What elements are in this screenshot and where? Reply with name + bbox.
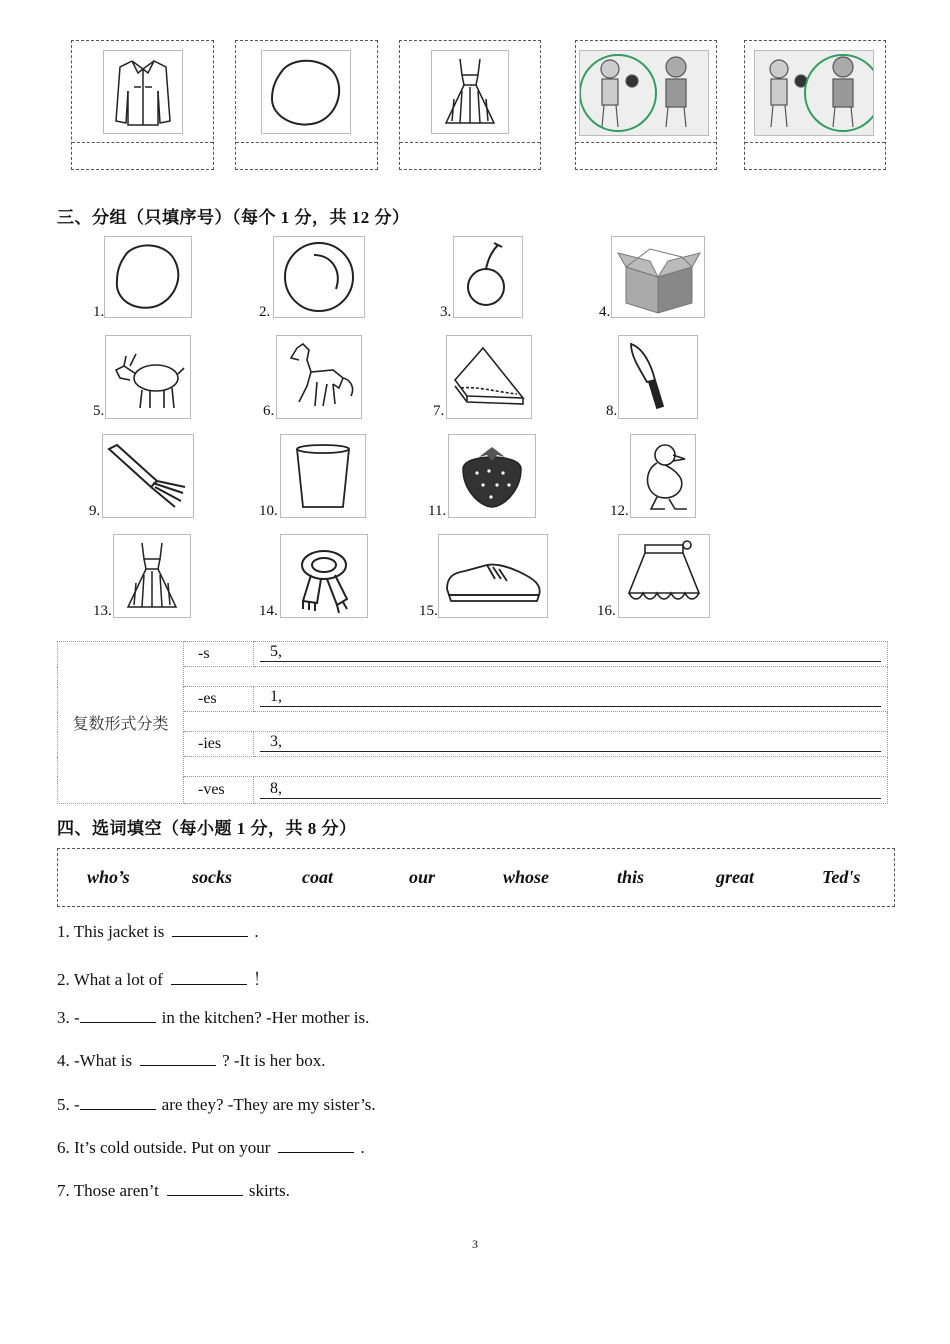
dress-icon [113, 534, 191, 618]
item-number: 8. [606, 403, 618, 419]
fill-blank[interactable] [80, 1008, 156, 1023]
fork-icon [102, 434, 194, 518]
answer-area[interactable] [400, 142, 540, 169]
answer-line-es[interactable]: 1, [254, 687, 888, 712]
potato-icon [104, 236, 192, 318]
section4-heading: 四、选词填空（每小题 1 分，共 8 分） [57, 819, 357, 838]
item-number: 5. [93, 403, 105, 419]
word-bank-item: who’s [87, 867, 130, 887]
answer-box-jacket [71, 40, 214, 170]
duck-icon [630, 434, 696, 518]
answer-box-boy-right [744, 40, 886, 170]
fill-blank[interactable] [172, 922, 248, 937]
answer-area[interactable] [236, 142, 377, 169]
fill-blank[interactable] [167, 1181, 243, 1196]
word-bank [57, 848, 895, 907]
two-boys-picture [579, 50, 709, 136]
answer-area[interactable] [72, 142, 213, 169]
answer-area[interactable] [576, 142, 716, 169]
spacer-row [184, 757, 888, 777]
goat-icon [105, 335, 191, 419]
answer-box-potato [235, 40, 378, 170]
dress-icon [431, 50, 509, 134]
item-number: 14. [259, 603, 278, 619]
item-number: 15. [419, 603, 438, 619]
spacer-row [184, 667, 888, 687]
suffix-label: -ies [184, 732, 254, 757]
item-number: 3. [440, 304, 452, 320]
item-number: 12. [610, 503, 629, 519]
question-1: 1. This jacket is . [57, 922, 259, 941]
fill-blank[interactable] [140, 1051, 216, 1066]
spacer-row [184, 712, 888, 732]
glass-icon [280, 434, 366, 518]
word-bank-item: great [716, 867, 754, 887]
cherry-icon [453, 236, 523, 318]
fill-blank[interactable] [80, 1095, 156, 1110]
item-number: 9. [89, 503, 101, 519]
answer-box-dress [399, 40, 541, 170]
jacket-icon [103, 50, 183, 134]
item-number: 7. [433, 403, 445, 419]
fill-blank[interactable] [171, 970, 247, 985]
word-bank-item: this [617, 867, 645, 887]
skirt-icon [618, 534, 710, 618]
knife-icon [618, 335, 698, 419]
scarf-icon [280, 534, 368, 618]
answer-line-ves[interactable]: 8, [254, 777, 888, 804]
fill-blank[interactable] [278, 1138, 354, 1153]
question-3: 3. - in the kitchen? -Her mother is. [57, 1008, 370, 1027]
item-number: 13. [93, 603, 112, 619]
item-number: 10. [259, 503, 278, 519]
word-bank-item: whose [503, 867, 550, 887]
page-number: 3 [472, 1237, 478, 1251]
question-2: 2. What a lot of ！ [57, 970, 270, 989]
item-number: 11. [428, 503, 447, 519]
word-bank-item: socks [192, 867, 232, 887]
answer-area[interactable] [745, 142, 885, 169]
question-7: 7. Those aren’t skirts. [57, 1181, 290, 1200]
item-number: 6. [263, 403, 275, 419]
sandwich-icon [446, 335, 532, 419]
word-bank-item: coat [302, 867, 333, 887]
question-5: 5. - are they? -They are my sister’s. [57, 1095, 376, 1114]
potato-icon [261, 50, 351, 134]
category-label: 复数形式分类 [58, 642, 184, 804]
suffix-label: -s [184, 642, 254, 667]
suffix-label: -ves [184, 777, 254, 804]
box-icon [611, 236, 705, 318]
question-4: 4. -What is ? -It is her box. [57, 1051, 326, 1070]
plate-icon [273, 236, 365, 318]
suffix-label: -es [184, 687, 254, 712]
item-number: 16. [597, 603, 616, 619]
item-number: 1. [93, 304, 105, 320]
strawberry-icon [448, 434, 536, 518]
answer-line-s[interactable]: 5, [254, 642, 888, 667]
item-number: 2. [259, 304, 271, 320]
item-number: 4. [599, 304, 611, 320]
answer-line-ies[interactable]: 3, [254, 732, 888, 757]
horse-icon [276, 335, 362, 419]
section3-heading: 三、分组（只填序号）（每个 1 分，共 12 分） [57, 208, 410, 227]
two-boys-picture [754, 50, 874, 136]
word-bank-item: Ted's [822, 867, 861, 887]
word-bank-item: our [409, 867, 436, 887]
plural-classification-table [57, 641, 888, 804]
answer-box-boy-left [575, 40, 717, 170]
shoe-icon [438, 534, 548, 618]
question-6: 6. It’s cold outside. Put on your . [57, 1138, 365, 1157]
